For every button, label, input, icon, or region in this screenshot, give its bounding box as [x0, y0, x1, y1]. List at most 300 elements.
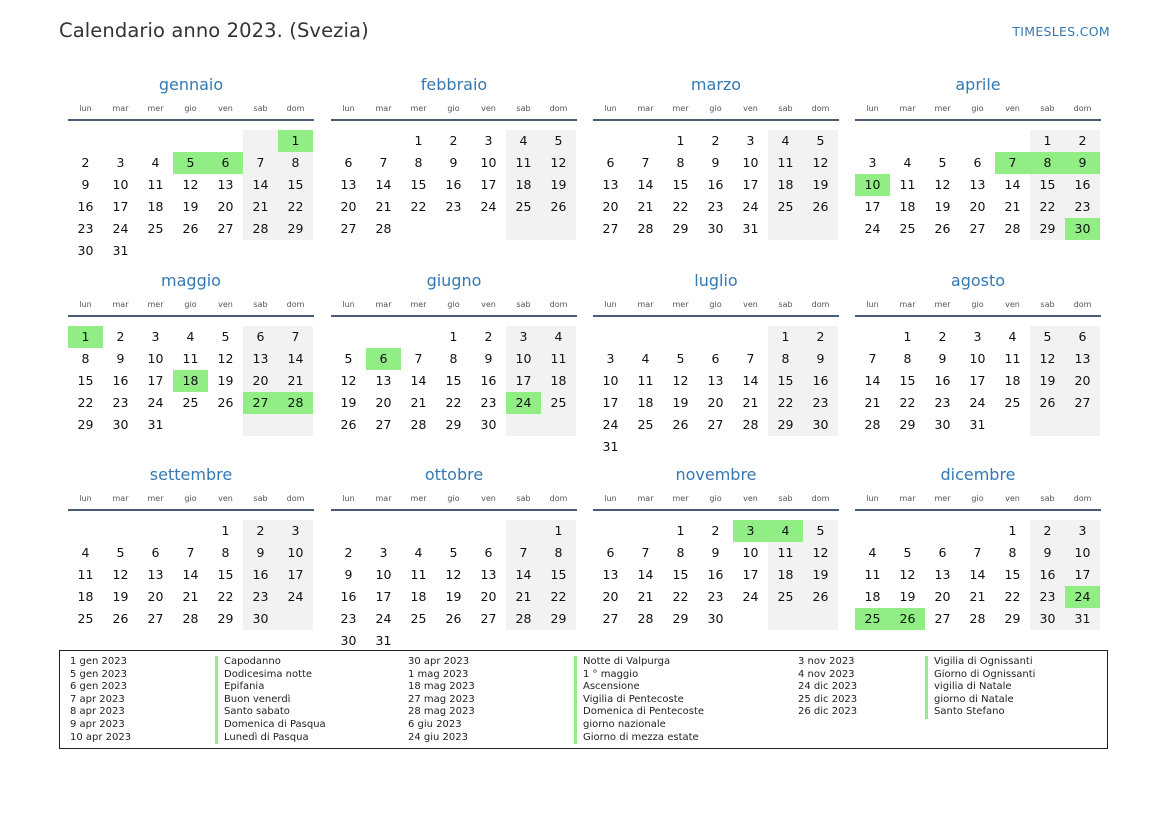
day-cell: 7	[746, 351, 755, 366]
day-cell: 8	[903, 351, 912, 366]
day-cell: 5	[903, 545, 912, 560]
weekday-label: gio	[971, 494, 984, 503]
day-cell: 7	[186, 545, 195, 560]
month-header-rule	[593, 509, 839, 511]
day-cell: 23	[340, 611, 357, 626]
day-cell: 6	[973, 155, 982, 170]
day-cell: 31	[602, 439, 619, 454]
day-cell: 4	[414, 545, 423, 560]
day-cell: 4	[151, 155, 160, 170]
day-cell: 15	[77, 373, 94, 388]
page-title: Calendario anno 2023. (Svezia)	[59, 19, 369, 42]
day-cell: 5	[938, 155, 947, 170]
weekday-label: dom	[286, 104, 305, 113]
day-cell: 15	[445, 373, 462, 388]
day-cell: 14	[969, 567, 986, 582]
month-header-rule	[855, 509, 1101, 511]
day-cell: 6	[938, 545, 947, 560]
legend-date: 28 mag 2023	[408, 706, 475, 718]
day-cell: 5	[344, 351, 353, 366]
weekday-label: ven	[218, 104, 233, 113]
day-cell: 26	[445, 611, 462, 626]
day-cell: 15	[1004, 567, 1021, 582]
day-cell: 28	[252, 221, 269, 236]
day-cell: 4	[519, 133, 528, 148]
legend-holiday-name: Capodanno	[215, 656, 326, 669]
day-cell: 18	[550, 373, 567, 388]
day-cell: 26	[217, 395, 234, 410]
day-cell: 17	[969, 373, 986, 388]
day-cell: 3	[519, 329, 528, 344]
day-cell: 13	[969, 177, 986, 192]
day-cell: 29	[899, 417, 916, 432]
day-cell: 31	[969, 417, 986, 432]
month-name: aprile	[955, 75, 1001, 94]
day-cell: 30	[252, 611, 269, 626]
legend-dates-col-1	[70, 656, 131, 744]
day-cell: 3	[746, 133, 755, 148]
legend-holiday-name: Epifania	[215, 681, 326, 694]
day-cell: 19	[1039, 373, 1056, 388]
day-cell: 14	[515, 567, 532, 582]
day-cell: 21	[969, 589, 986, 604]
month-header-rule	[855, 119, 1101, 121]
day-cell: 24	[969, 395, 986, 410]
weekday-label: lun	[342, 494, 355, 503]
day-cell: 15	[410, 177, 427, 192]
day-cell: 27	[147, 611, 164, 626]
day-cell: 16	[112, 373, 129, 388]
legend-date: 30 apr 2023	[408, 656, 470, 667]
day-cell: 3	[606, 351, 615, 366]
legend-holiday-name: Lunedì di Pasqua	[215, 732, 326, 745]
day-cell: 9	[816, 351, 825, 366]
day-cell: 30	[707, 221, 724, 236]
legend-date: 6 giu 2023	[408, 718, 462, 730]
day-cell: 15	[287, 177, 304, 192]
legend-date: 8 apr 2023	[70, 706, 125, 718]
day-cell: 8	[676, 545, 685, 560]
day-cell: 30	[77, 243, 94, 258]
day-cell: 10	[742, 545, 759, 560]
day-cell: 14	[637, 567, 654, 582]
day-cell: 19	[182, 199, 199, 214]
weekday-label: gio	[971, 104, 984, 113]
day-cell: 17	[112, 199, 129, 214]
weekday-label: ven	[1005, 104, 1020, 113]
month-header-rule	[331, 315, 577, 317]
day-cell: 13	[340, 177, 357, 192]
day-cell: 24	[287, 589, 304, 604]
day-cell: 14	[287, 351, 304, 366]
day-cell: 19	[445, 589, 462, 604]
weekday-label: mar	[112, 494, 129, 503]
weekday-label: mar	[899, 300, 916, 309]
day-cell: 21	[410, 395, 427, 410]
day-cell: 3	[1078, 523, 1087, 538]
day-cell: 15	[899, 373, 916, 388]
day-cell: 12	[812, 155, 829, 170]
day-cell: 25	[550, 395, 567, 410]
day-cell: 17	[515, 373, 532, 388]
weekday-label: lun	[342, 104, 355, 113]
day-cell: 1	[414, 133, 423, 148]
weekday-label: sab	[253, 104, 268, 113]
legend-date: 1 gen 2023	[70, 656, 128, 667]
day-cell: 3	[484, 133, 493, 148]
weekday-label: sab	[253, 494, 268, 503]
day-cell: 21	[1004, 199, 1021, 214]
legend-holiday-name: giorno nazionale	[574, 719, 704, 732]
day-cell: 9	[256, 545, 265, 560]
day-cell: 12	[1039, 351, 1056, 366]
day-cell: 20	[969, 199, 986, 214]
legend-holiday-name: Domenica di Pasqua	[215, 719, 326, 732]
month-name: giugno	[426, 271, 482, 290]
day-cell: 17	[147, 373, 164, 388]
day-cell: 10	[1074, 545, 1091, 560]
day-cell: 8	[291, 155, 300, 170]
day-cell: 14	[1004, 177, 1021, 192]
weekday-label: gio	[709, 494, 722, 503]
day-cell: 7	[379, 155, 388, 170]
day-cell: 23	[812, 395, 829, 410]
day-cell: 17	[287, 567, 304, 582]
day-cell: 12	[550, 155, 567, 170]
day-cell: 28	[410, 417, 427, 432]
day-cell: 14	[637, 177, 654, 192]
day-cell: 16	[252, 567, 269, 582]
day-cell: 7	[641, 155, 650, 170]
day-cell: 26	[550, 199, 567, 214]
day-cell: 20	[147, 589, 164, 604]
day-cell: 27	[707, 417, 724, 432]
day-cell: 8	[414, 155, 423, 170]
day-cell: 19	[934, 199, 951, 214]
day-cell: 7	[868, 351, 877, 366]
day-cell: 5	[816, 523, 825, 538]
day-cell: 9	[711, 545, 720, 560]
day-cell: 25	[77, 611, 94, 626]
day-cell: 27	[934, 611, 951, 626]
legend-holiday-name: Giorno di Ognissanti	[925, 669, 1035, 682]
day-cell: 23	[1074, 199, 1091, 214]
day-cell: 14	[182, 567, 199, 582]
day-cell: 22	[899, 395, 916, 410]
day-cell: 29	[217, 611, 234, 626]
day-cell: 31	[375, 633, 392, 648]
day-cell: 18	[864, 589, 881, 604]
day-cell: 2	[1043, 523, 1052, 538]
day-cell: 28	[375, 221, 392, 236]
day-cell: 1	[554, 523, 563, 538]
holiday-day-cell: 24	[1065, 586, 1100, 608]
day-cell: 16	[934, 373, 951, 388]
day-cell: 15	[550, 567, 567, 582]
day-cell: 23	[934, 395, 951, 410]
day-cell: 12	[340, 373, 357, 388]
day-cell: 21	[742, 395, 759, 410]
holiday-day-cell: 18	[173, 370, 208, 392]
legend-date: 25 dic 2023	[798, 693, 858, 705]
day-cell: 9	[484, 351, 493, 366]
legend-holiday-name: Vigilia di Pentecoste	[574, 694, 704, 707]
day-cell: 6	[256, 329, 265, 344]
day-cell: 28	[637, 221, 654, 236]
day-cell: 22	[445, 395, 462, 410]
day-cell: 15	[672, 567, 689, 582]
weekday-label: mer	[672, 494, 689, 503]
day-cell: 8	[449, 351, 458, 366]
day-cell: 3	[291, 523, 300, 538]
day-cell: 30	[340, 633, 357, 648]
legend-date: 1 mag 2023	[408, 668, 469, 680]
day-cell: 12	[112, 567, 129, 582]
weekday-label: ven	[481, 104, 496, 113]
day-cell: 29	[445, 417, 462, 432]
day-cell: 23	[445, 199, 462, 214]
weekday-label: sab	[253, 300, 268, 309]
weekday-label: dom	[811, 300, 830, 309]
day-cell: 27	[480, 611, 497, 626]
day-cell: 2	[711, 133, 720, 148]
weekday-label: mar	[375, 300, 392, 309]
day-cell: 1	[781, 329, 790, 344]
weekday-label: mer	[147, 494, 164, 503]
weekday-label: gio	[709, 104, 722, 113]
day-cell: 10	[287, 545, 304, 560]
day-cell: 31	[1074, 611, 1091, 626]
day-cell: 12	[812, 545, 829, 560]
month-header-rule	[593, 315, 839, 317]
day-cell: 29	[777, 417, 794, 432]
day-cell: 15	[777, 373, 794, 388]
day-cell: 2	[256, 523, 265, 538]
day-cell: 26	[1039, 395, 1056, 410]
day-cell: 28	[969, 611, 986, 626]
day-cell: 18	[1004, 373, 1021, 388]
weekday-label: mer	[934, 300, 951, 309]
day-cell: 18	[410, 589, 427, 604]
weekday-label: ven	[481, 300, 496, 309]
day-cell: 17	[375, 589, 392, 604]
holiday-day-cell: 28	[278, 392, 313, 414]
day-cell: 13	[480, 567, 497, 582]
day-cell: 5	[116, 545, 125, 560]
day-cell: 6	[606, 545, 615, 560]
day-cell: 22	[1004, 589, 1021, 604]
day-cell: 29	[287, 221, 304, 236]
day-cell: 19	[812, 567, 829, 582]
day-cell: 2	[449, 133, 458, 148]
weekday-label: mar	[112, 104, 129, 113]
day-cell: 26	[112, 611, 129, 626]
day-cell: 3	[151, 329, 160, 344]
day-cell: 27	[340, 221, 357, 236]
weekday-label: mar	[637, 104, 654, 113]
day-cell: 17	[602, 395, 619, 410]
day-cell: 5	[449, 545, 458, 560]
month-name: marzo	[690, 75, 742, 94]
day-cell: 8	[81, 351, 90, 366]
month-name: febbraio	[420, 75, 488, 94]
day-cell: 13	[252, 351, 269, 366]
legend-date: 24 giu 2023	[408, 731, 468, 743]
day-cell: 11	[182, 351, 199, 366]
day-cell: 17	[480, 177, 497, 192]
day-cell: 10	[742, 155, 759, 170]
day-cell: 16	[445, 177, 462, 192]
day-cell: 6	[484, 545, 493, 560]
day-cell: 23	[480, 395, 497, 410]
day-cell: 30	[934, 417, 951, 432]
day-cell: 19	[550, 177, 567, 192]
day-cell: 20	[1074, 373, 1091, 388]
day-cell: 19	[672, 395, 689, 410]
weekday-label: ven	[481, 494, 496, 503]
day-cell: 23	[1039, 589, 1056, 604]
day-cell: 18	[515, 177, 532, 192]
month-header-rule	[593, 119, 839, 121]
day-cell: 23	[707, 199, 724, 214]
holiday-day-cell: 26	[890, 608, 925, 630]
day-cell: 24	[864, 221, 881, 236]
day-cell: 2	[816, 329, 825, 344]
day-cell: 1	[1043, 133, 1052, 148]
month-header-rule	[331, 509, 577, 511]
day-cell: 9	[81, 177, 90, 192]
day-cell: 8	[221, 545, 230, 560]
day-cell: 12	[899, 567, 916, 582]
day-cell: 27	[602, 221, 619, 236]
day-cell: 19	[812, 177, 829, 192]
day-cell: 9	[449, 155, 458, 170]
weekday-label: gio	[184, 300, 197, 309]
day-cell: 3	[868, 155, 877, 170]
day-cell: 3	[379, 545, 388, 560]
day-cell: 5	[816, 133, 825, 148]
brand-link[interactable]: TIMESLES.COM	[1012, 24, 1110, 39]
day-cell: 29	[1039, 221, 1056, 236]
day-cell: 9	[1043, 545, 1052, 560]
weekday-label: mar	[112, 300, 129, 309]
day-cell: 11	[777, 155, 794, 170]
day-cell: 2	[938, 329, 947, 344]
legend-names-col-3	[925, 656, 1035, 719]
day-cell: 21	[287, 373, 304, 388]
weekday-label: mer	[672, 104, 689, 113]
day-cell: 14	[742, 373, 759, 388]
day-cell: 27	[1074, 395, 1091, 410]
day-cell: 10	[480, 155, 497, 170]
weekday-label: dom	[549, 104, 568, 113]
day-cell: 21	[375, 199, 392, 214]
weekday-label: gio	[184, 104, 197, 113]
day-cell: 25	[1004, 395, 1021, 410]
legend-date: 9 apr 2023	[70, 718, 125, 730]
day-cell: 13	[1074, 351, 1091, 366]
weekday-label: mer	[410, 104, 427, 113]
day-cell: 30	[812, 417, 829, 432]
weekday-label: sab	[516, 104, 531, 113]
weekday-label: dom	[811, 494, 830, 503]
day-cell: 5	[1043, 329, 1052, 344]
day-cell: 27	[969, 221, 986, 236]
day-cell: 21	[637, 589, 654, 604]
legend-names-col-1	[215, 656, 326, 744]
weekday-label: mer	[934, 104, 951, 113]
weekday-label: mer	[934, 494, 951, 503]
day-cell: 20	[375, 395, 392, 410]
day-cell: 29	[1004, 611, 1021, 626]
day-cell: 1	[1008, 523, 1017, 538]
month-header-rule	[68, 119, 314, 121]
holiday-day-cell: 30	[1065, 218, 1100, 240]
weekday-label: lun	[79, 494, 92, 503]
day-cell: 6	[151, 545, 160, 560]
day-cell: 14	[375, 177, 392, 192]
day-cell: 27	[375, 417, 392, 432]
weekday-label: mer	[147, 300, 164, 309]
day-cell: 22	[77, 395, 94, 410]
day-cell: 4	[781, 133, 790, 148]
day-cell: 22	[287, 199, 304, 214]
day-cell: 17	[742, 177, 759, 192]
legend-names-col-2	[574, 656, 704, 744]
day-cell: 16	[1074, 177, 1091, 192]
weekday-label: sab	[1040, 494, 1055, 503]
day-cell: 13	[707, 373, 724, 388]
day-cell: 4	[641, 351, 650, 366]
holiday-day-cell: 7	[995, 152, 1030, 174]
day-cell: 17	[742, 567, 759, 582]
day-cell: 22	[1039, 199, 1056, 214]
holiday-legend	[59, 650, 1108, 749]
day-cell: 11	[550, 351, 567, 366]
month-name: dicembre	[940, 465, 1016, 484]
day-cell: 22	[777, 395, 794, 410]
weekday-label: sab	[778, 300, 793, 309]
weekday-label: lun	[604, 494, 617, 503]
holiday-day-cell: 6	[208, 152, 243, 174]
weekday-label: sab	[1040, 300, 1055, 309]
day-cell: 15	[217, 567, 234, 582]
month-header-rule	[855, 315, 1101, 317]
day-cell: 11	[637, 373, 654, 388]
day-cell: 20	[252, 373, 269, 388]
weekday-label: mer	[672, 300, 689, 309]
day-cell: 24	[602, 417, 619, 432]
day-cell: 27	[217, 221, 234, 236]
weekday-label: lun	[342, 300, 355, 309]
weekday-label: ven	[1005, 300, 1020, 309]
weekday-label: gio	[447, 300, 460, 309]
day-cell: 11	[864, 567, 881, 582]
weekday-label: sab	[516, 494, 531, 503]
day-cell: 22	[550, 589, 567, 604]
day-cell: 30	[1039, 611, 1056, 626]
day-cell: 19	[112, 589, 129, 604]
day-cell: 11	[1004, 351, 1021, 366]
day-cell: 12	[934, 177, 951, 192]
day-cell: 2	[81, 155, 90, 170]
weekday-label: lun	[866, 494, 879, 503]
day-cell: 21	[515, 589, 532, 604]
month-name: agosto	[950, 271, 1006, 290]
day-cell: 18	[637, 395, 654, 410]
weekday-label: lun	[79, 300, 92, 309]
day-cell: 20	[340, 199, 357, 214]
